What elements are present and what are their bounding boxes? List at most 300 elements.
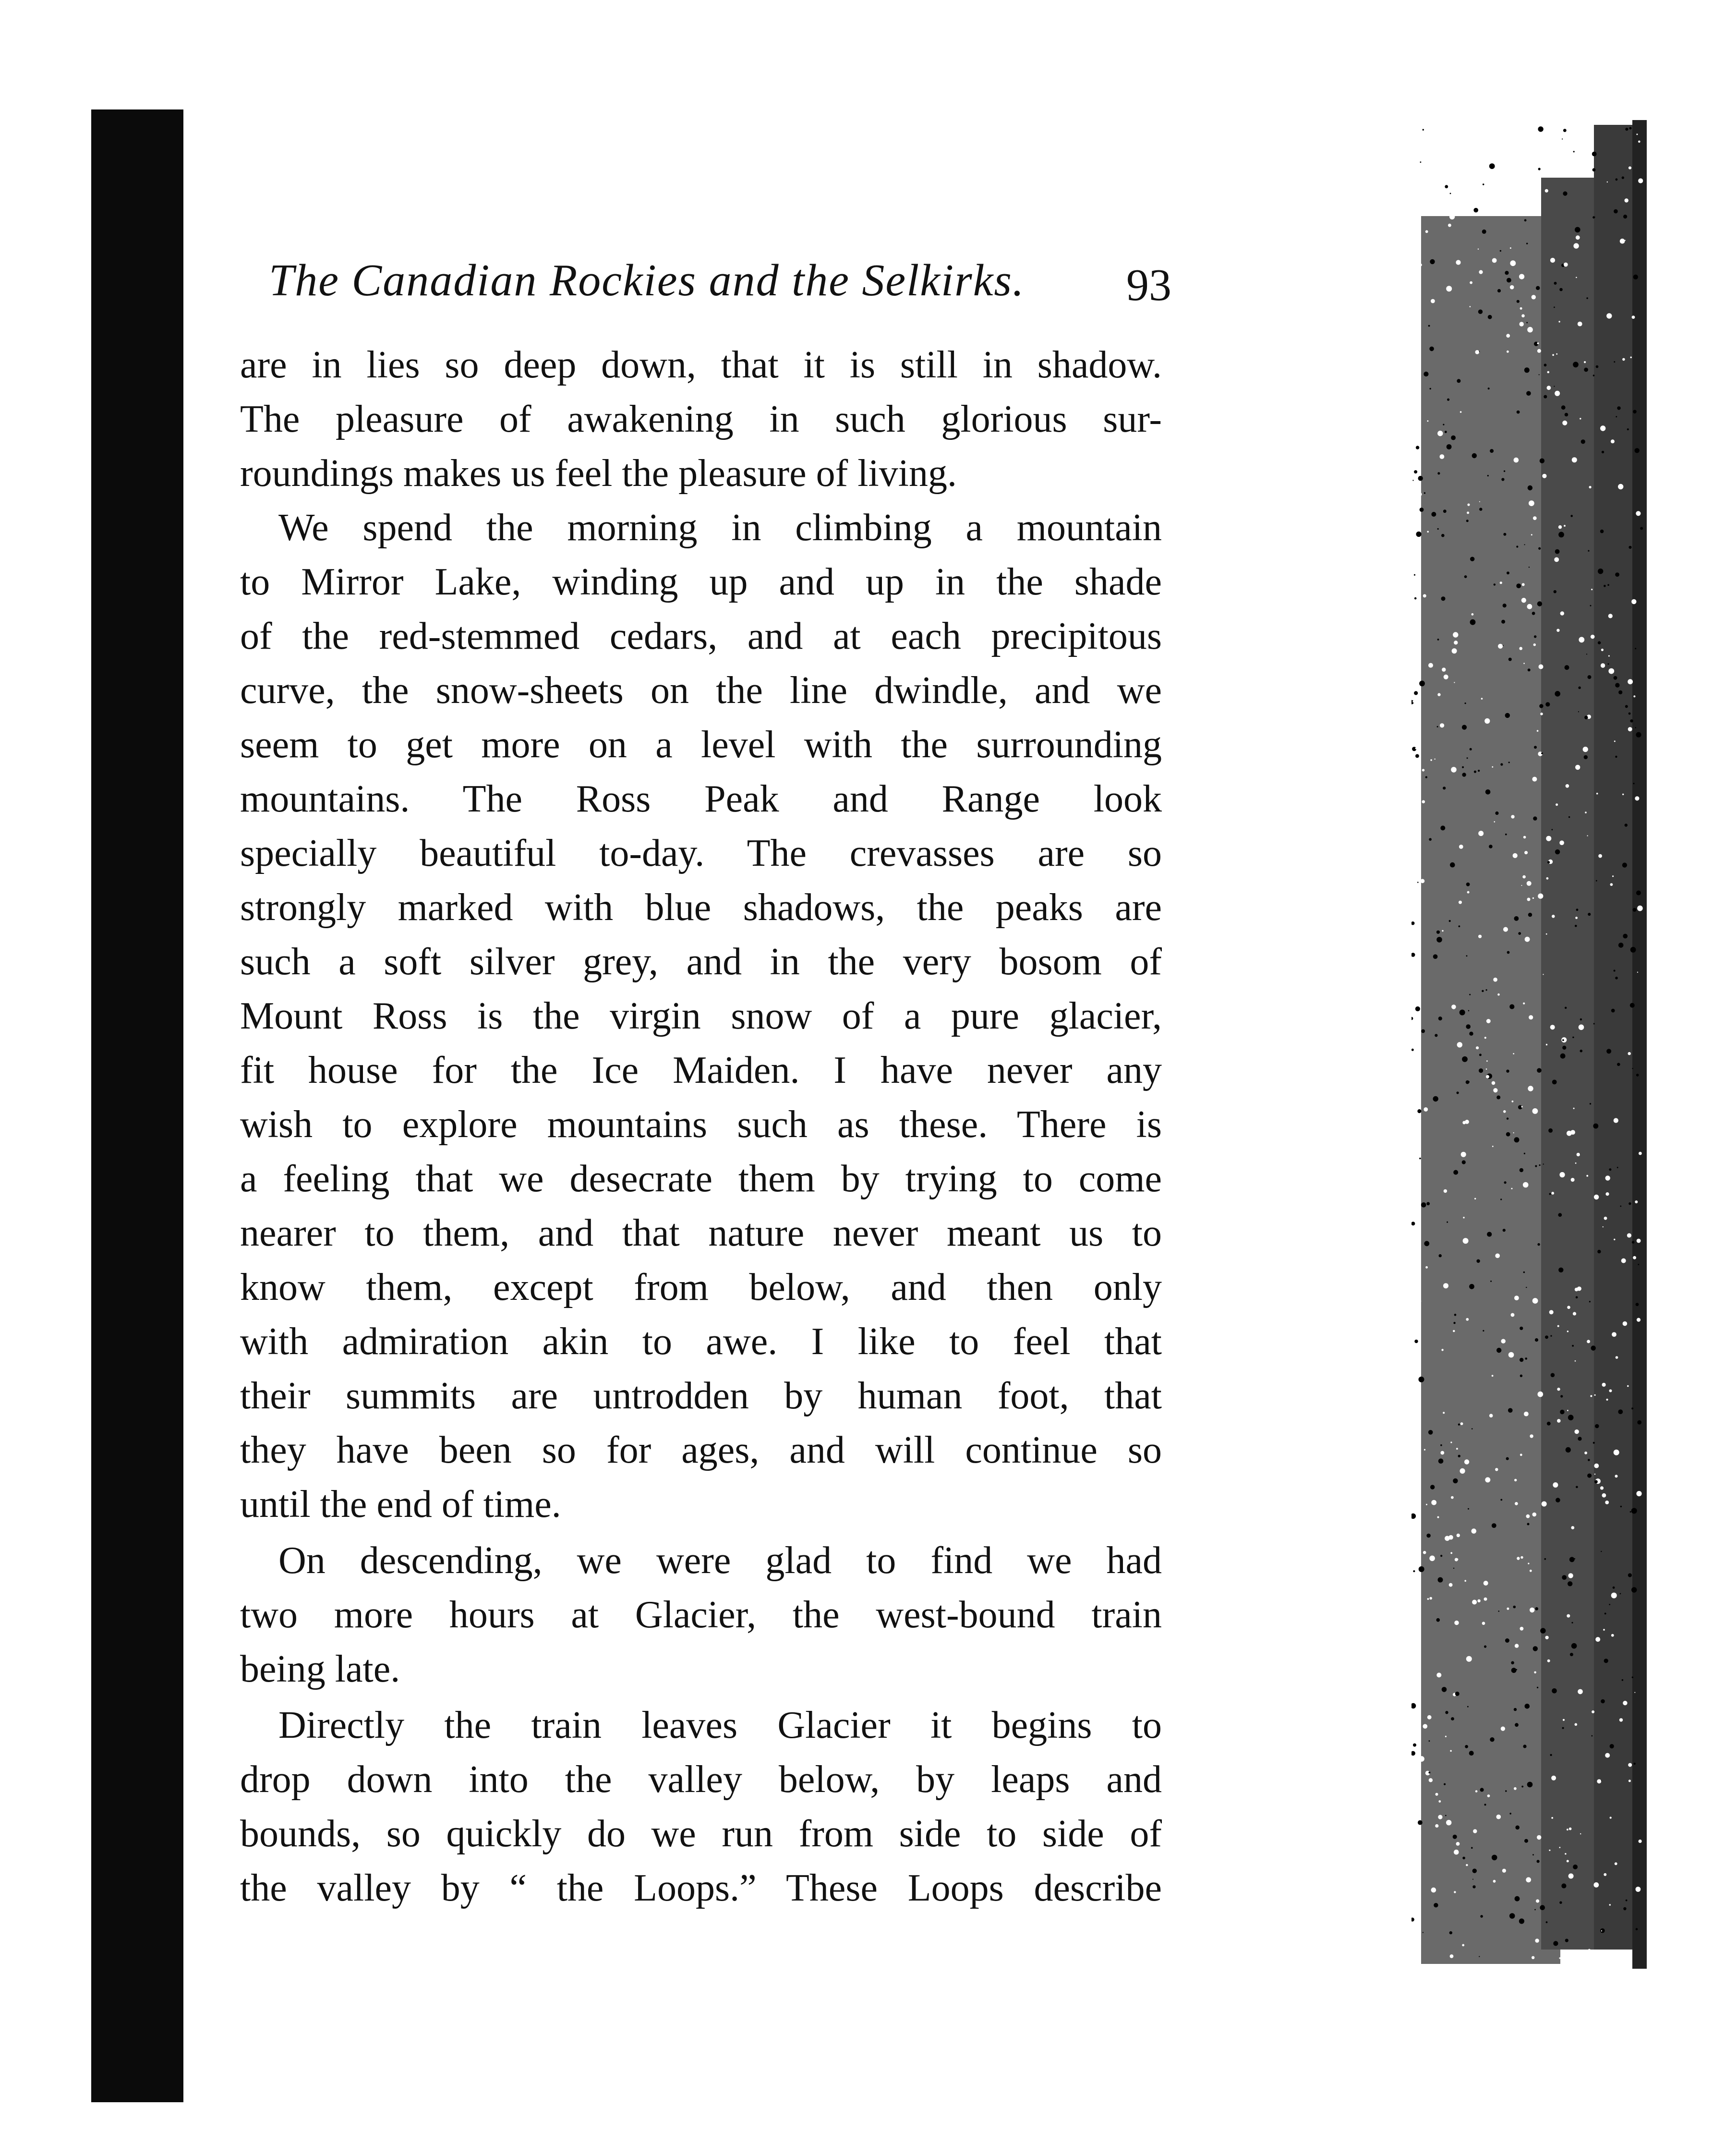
edge-speckle	[1545, 702, 1550, 706]
edge-speckle	[1428, 325, 1430, 327]
edge-speckle	[1503, 927, 1508, 932]
edge-speckle	[1602, 1383, 1606, 1387]
edge-speckle	[1631, 1587, 1637, 1592]
edge-speckle	[1588, 913, 1591, 916]
edge-speckle	[1604, 1659, 1608, 1663]
edge-speckle	[1470, 748, 1472, 751]
edge-speckle	[1592, 1735, 1593, 1737]
edge-speckle	[1463, 1238, 1469, 1244]
edge-speckle	[1454, 682, 1455, 683]
edge-speckle	[1601, 1930, 1602, 1931]
edge-speckle	[1413, 193, 1418, 198]
edge-speckle	[1557, 1325, 1559, 1327]
edge-speckle	[1466, 1656, 1472, 1662]
edge-speckle	[1556, 629, 1559, 632]
edge-speckle	[1551, 1192, 1554, 1195]
edge-speckle	[1509, 1913, 1515, 1919]
edge-speckle	[1528, 1563, 1529, 1564]
edge-speckle	[1524, 367, 1530, 373]
edge-speckle	[1633, 695, 1635, 697]
edge-speckle	[1483, 1330, 1484, 1332]
edge-speckle	[1597, 1779, 1601, 1783]
text-line: The pleasure of awakening in such glorious sur-	[240, 398, 1162, 440]
edge-speckle	[1606, 1049, 1611, 1054]
edge-speckle	[1588, 1459, 1590, 1461]
edge-speckle	[1591, 1345, 1596, 1350]
edge-speckle	[1415, 748, 1417, 749]
edge-speckle	[1498, 644, 1503, 649]
edge-speckle	[1465, 703, 1466, 704]
edge-speckle	[1507, 1608, 1509, 1610]
edge-speckle	[1487, 1232, 1492, 1236]
edge-speckle	[1537, 1860, 1540, 1863]
edge-speckle	[1524, 851, 1528, 854]
edge-speckle	[1460, 411, 1462, 413]
edge-speckle	[1606, 1399, 1608, 1401]
edge-speckle	[1440, 723, 1444, 727]
edge-speckle	[1467, 1706, 1469, 1708]
edge-speckle	[1460, 1422, 1463, 1425]
edge-speckle	[1592, 152, 1597, 157]
edge-speckle	[1509, 1004, 1514, 1009]
edge-speckle	[1492, 1146, 1494, 1147]
edge-speckle	[1579, 637, 1584, 642]
edge-speckle	[1602, 451, 1604, 453]
body-text	[240, 346, 1162, 1930]
edge-speckle	[1636, 1928, 1638, 1930]
edge-speckle	[1573, 1108, 1575, 1109]
edge-speckle	[1469, 1751, 1474, 1756]
edge-speckle	[1559, 840, 1564, 845]
edge-speckle	[1628, 1202, 1631, 1205]
edge-speckle	[1472, 1600, 1477, 1605]
edge-speckle	[1424, 1449, 1425, 1451]
edge-speckle	[1591, 635, 1595, 639]
edge-speckle	[1635, 448, 1640, 453]
edge-speckle	[1553, 1941, 1558, 1946]
edge-speckle	[1572, 1345, 1574, 1347]
edge-speckle	[1620, 1506, 1622, 1507]
edge-speckle	[1472, 1428, 1473, 1429]
text-line: their summits are untrodden by human foot, that	[240, 1375, 1162, 1417]
edge-speckle	[1615, 1862, 1617, 1865]
edge-speckle	[1515, 1723, 1519, 1727]
text-line: drop down into the valley below, by leaps and	[240, 1758, 1162, 1801]
edge-speckle	[1553, 1482, 1558, 1488]
edge-speckle	[1618, 484, 1623, 489]
edge-speckle	[1552, 829, 1553, 830]
edge-speckle	[1559, 1902, 1562, 1904]
edge-speckle	[1462, 1944, 1464, 1947]
edge-speckle	[1493, 978, 1497, 982]
edge-speckle	[1482, 1622, 1485, 1625]
edge-speckle	[1440, 146, 1445, 150]
edge-speckle	[1569, 1828, 1572, 1830]
edge-speckle	[1611, 1009, 1615, 1013]
edge-speckle	[1528, 668, 1531, 671]
edge-speckle	[1429, 1597, 1432, 1600]
edge-speckle	[1556, 353, 1557, 355]
edge-speckle	[1504, 1181, 1507, 1184]
edge-speckle	[1524, 1153, 1525, 1154]
edge-speckle	[1540, 1905, 1545, 1910]
edge-speckle	[1578, 711, 1579, 712]
edge-speckle	[1514, 458, 1519, 463]
edge-speckle	[1608, 663, 1609, 665]
edge-speckle	[1511, 1313, 1515, 1317]
edge-speckle	[1488, 388, 1490, 389]
edge-speckle	[1550, 1025, 1555, 1030]
edge-speckle	[1419, 1566, 1424, 1572]
edge-speckle	[1425, 230, 1428, 233]
edge-speckle	[1417, 1109, 1421, 1113]
edge-speckle	[1478, 770, 1480, 772]
edge-speckle	[1625, 128, 1628, 131]
edge-speckle	[1501, 620, 1505, 624]
edge-speckle	[1630, 719, 1633, 722]
edge-speckle	[1544, 395, 1547, 399]
edge-speckle	[1634, 1692, 1635, 1693]
edge-speckle	[1492, 258, 1497, 263]
edge-speckle	[1462, 1160, 1466, 1164]
edge-speckle	[1440, 825, 1445, 830]
edge-speckle	[1495, 180, 1497, 182]
edge-speckle	[1549, 126, 1551, 128]
edge-speckle	[1416, 1797, 1421, 1802]
text-line: of the red-stemmed cedars, and at each precipitous	[240, 615, 1162, 657]
edge-speckle	[1478, 310, 1483, 314]
edge-speckle	[1479, 508, 1482, 510]
edge-speckle	[1531, 534, 1532, 535]
edge-speckle	[1438, 1815, 1442, 1819]
edge-speckle	[1628, 1052, 1631, 1055]
edge-speckle	[1625, 824, 1628, 826]
edge-speckle	[1423, 594, 1426, 597]
edge-speckle	[1440, 1444, 1442, 1446]
edge-speckle	[1470, 306, 1471, 307]
edge-speckle	[1452, 129, 1453, 130]
edge-speckle	[1501, 478, 1504, 481]
edge-speckle	[1591, 589, 1592, 590]
edge-speckle	[1427, 1598, 1429, 1600]
edge-speckle	[1445, 1815, 1447, 1817]
edge-speckle	[1514, 1708, 1517, 1711]
edge-speckle	[1564, 525, 1566, 527]
edge-speckle	[1600, 530, 1604, 533]
edge-speckle	[1535, 1938, 1539, 1942]
edge-speckle	[1552, 354, 1554, 356]
edge-speckle	[1453, 1330, 1455, 1332]
edge-speckle	[1628, 713, 1631, 715]
edge-speckle	[1562, 1039, 1564, 1041]
edge-speckle	[1628, 546, 1631, 549]
edge-speckle	[1486, 1060, 1488, 1062]
edge-speckle	[1479, 1054, 1482, 1056]
edge-speckle	[1441, 1349, 1443, 1351]
edge-speckle	[1601, 1551, 1602, 1552]
edge-speckle	[1575, 227, 1580, 233]
edge-speckle	[1523, 1182, 1529, 1188]
edge-speckle	[1494, 821, 1496, 823]
edge-speckle	[1522, 875, 1526, 879]
edge-speckle	[1437, 726, 1438, 727]
edge-speckle	[1623, 1701, 1627, 1705]
edge-speckle	[1505, 1790, 1507, 1792]
edge-speckle	[1627, 428, 1629, 430]
edge-speckle	[1466, 955, 1468, 957]
edge-speckle	[1511, 1188, 1513, 1189]
edge-speckle	[1618, 1409, 1623, 1414]
edge-speckle	[1492, 1375, 1494, 1377]
edge-speckle	[1600, 1928, 1605, 1933]
edge-speckle	[1465, 1745, 1468, 1748]
edge-speckle	[1440, 1451, 1444, 1455]
edge-speckle	[1478, 249, 1479, 250]
edge-speckle	[1576, 277, 1577, 279]
edge-speckle	[1497, 993, 1500, 996]
edge-speckle	[1450, 1954, 1454, 1958]
edge-speckle	[1590, 605, 1592, 606]
edge-speckle	[1458, 1455, 1460, 1457]
edge-speckle	[1421, 879, 1425, 883]
edge-speckle	[1530, 1434, 1533, 1438]
edge-speckle	[1623, 934, 1628, 939]
edge-speckle	[1490, 449, 1494, 453]
edge-speckle	[1617, 406, 1620, 410]
edge-speckle	[1567, 1614, 1570, 1618]
edge-speckle	[1473, 1829, 1477, 1833]
edge-speckle	[1578, 322, 1582, 327]
edge-speckle	[1438, 1017, 1442, 1020]
edge-speckle	[1603, 1629, 1605, 1631]
edge-speckle	[1523, 1744, 1526, 1748]
edge-speckle	[1592, 1710, 1594, 1713]
edge-speckle	[1597, 1250, 1601, 1253]
edge-speckle	[1505, 834, 1507, 836]
edge-speckle	[1498, 1611, 1500, 1612]
edge-speckle	[1478, 935, 1482, 938]
edge-speckle	[1554, 557, 1559, 562]
edge-speckle	[1636, 133, 1638, 135]
edge-speckle	[1547, 371, 1550, 374]
edge-speckle	[1547, 1422, 1551, 1426]
edge-speckle	[1466, 1024, 1471, 1029]
edge-speckle	[1639, 1840, 1642, 1843]
edge-speckle	[1584, 361, 1586, 363]
edge-speckle	[1580, 1050, 1583, 1053]
edge-speckle	[1446, 152, 1450, 157]
edge-speckle	[1567, 1131, 1572, 1136]
edge-speckle	[1484, 1646, 1486, 1648]
edge-speckle	[1439, 1254, 1442, 1257]
edge-speckle	[1513, 853, 1518, 858]
edge-speckle	[1629, 127, 1631, 129]
edge-speckle	[1587, 835, 1588, 836]
edge-speckle	[1614, 740, 1616, 742]
page-header	[269, 254, 1171, 322]
edge-speckle	[1488, 315, 1492, 319]
text-line: such a soft silver grey, and in the very bosom of	[240, 941, 1162, 983]
edge-speckle	[1529, 1015, 1533, 1019]
edge-speckle	[1533, 643, 1536, 646]
edge-speckle	[1587, 1474, 1592, 1478]
edge-speckle	[1467, 1081, 1470, 1083]
edge-speckle	[1493, 1088, 1497, 1092]
edge-speckle	[1636, 1303, 1639, 1306]
edge-speckle	[1580, 1833, 1581, 1834]
edge-speckle	[1552, 915, 1555, 918]
edge-speckle	[1416, 1648, 1418, 1651]
text-line: with admiration akin to awe. I like to feel that	[240, 1320, 1162, 1363]
edge-speckle	[1615, 977, 1618, 980]
edge-speckle	[1421, 1030, 1425, 1033]
edge-speckle	[1487, 175, 1488, 176]
edge-speckle	[1511, 815, 1514, 818]
edge-speckle	[1535, 1607, 1538, 1611]
edge-speckle	[1588, 675, 1592, 679]
edge-speckle	[1462, 725, 1467, 730]
edge-speckle	[1433, 1096, 1438, 1102]
edge-speckle	[1424, 492, 1425, 494]
edge-speckle	[1564, 263, 1568, 267]
edge-speckle	[1500, 581, 1502, 584]
edge-speckle	[1457, 1091, 1459, 1094]
edge-speckle	[1533, 816, 1537, 820]
edge-speckle	[1548, 1128, 1553, 1133]
edge-speckle	[1537, 1243, 1540, 1246]
edge-speckle	[1414, 691, 1418, 695]
edge-speckle	[1607, 584, 1609, 586]
edge-speckle	[1475, 350, 1480, 354]
edge-speckle	[1506, 334, 1510, 338]
edge-speckle	[1506, 1457, 1509, 1460]
edge-speckle	[1636, 1887, 1641, 1892]
edge-speckle	[1519, 274, 1524, 279]
edge-speckle	[1491, 157, 1493, 160]
edge-speckle	[1479, 501, 1480, 502]
edge-speckle	[1472, 1528, 1477, 1534]
edge-speckle	[1565, 1939, 1568, 1942]
edge-speckle	[1523, 663, 1525, 664]
edge-speckle	[1434, 1903, 1438, 1907]
edge-speckle	[1514, 1787, 1517, 1790]
edge-speckle	[1569, 1557, 1575, 1562]
edge-speckle	[1636, 732, 1641, 738]
edge-speckle	[1609, 1168, 1611, 1171]
edge-speckle	[1450, 1750, 1452, 1752]
edge-speckle	[1619, 1718, 1623, 1721]
edge-speckle	[1467, 504, 1470, 506]
edge-speckle	[1478, 831, 1484, 836]
edge-speckle	[1605, 1501, 1609, 1504]
edge-speckle	[1489, 163, 1495, 169]
edge-speckle	[1486, 1075, 1489, 1078]
edge-speckle	[1443, 1283, 1448, 1288]
edge-speckle	[1584, 755, 1588, 759]
edge-speckle	[1539, 665, 1544, 669]
edge-speckle	[1418, 1474, 1420, 1476]
edge-speckle	[1503, 533, 1506, 536]
edge-speckle	[1415, 431, 1418, 434]
edge-speckle	[1598, 569, 1603, 574]
edge-speckle	[1552, 1688, 1557, 1694]
edge-speckle	[1540, 1628, 1545, 1633]
edge-speckle	[1576, 1486, 1578, 1489]
edge-speckle	[1466, 883, 1470, 886]
edge-speckle	[1544, 1558, 1546, 1560]
edge-speckle	[1537, 1068, 1542, 1073]
edge-speckle	[1492, 1081, 1496, 1085]
edge-speckle	[1417, 882, 1419, 883]
edge-speckle	[1442, 1687, 1447, 1692]
edge-speckle	[1524, 544, 1525, 545]
edge-speckle	[1429, 347, 1434, 351]
edge-speckle	[1427, 1715, 1432, 1720]
edge-speckle	[1547, 861, 1550, 863]
edge-speckle	[1539, 1164, 1541, 1166]
edge-speckle	[1598, 854, 1602, 858]
edge-speckle	[1628, 727, 1632, 731]
edge-speckle	[1496, 1348, 1501, 1353]
edge-speckle	[1418, 1672, 1420, 1674]
edge-speckle	[1451, 436, 1456, 440]
edge-speckle	[1472, 1885, 1475, 1888]
edge-speckle	[1418, 199, 1423, 204]
edge-speckle	[1501, 1339, 1506, 1343]
edge-speckle	[1457, 379, 1460, 383]
edge-speckle	[1520, 141, 1523, 144]
text-line: mountains. The Ross Peak and Range look	[240, 778, 1162, 820]
edge-speckle	[1412, 1151, 1415, 1154]
edge-speckle	[1430, 759, 1432, 761]
edge-speckle	[1485, 1477, 1490, 1482]
edge-speckle	[1503, 1110, 1506, 1113]
edge-speckle	[1625, 198, 1628, 202]
edge-speckle	[1486, 989, 1487, 991]
edge-speckle	[1586, 170, 1589, 173]
edge-speckle	[1426, 1504, 1427, 1505]
edge-speckle	[1620, 1206, 1621, 1207]
edge-speckle	[1466, 1864, 1468, 1866]
edge-speckle	[1527, 1782, 1533, 1788]
edge-speckle	[1565, 665, 1569, 670]
edge-speckle	[1507, 278, 1511, 283]
edge-speckle	[1611, 1593, 1617, 1599]
edge-speckle	[1595, 1424, 1599, 1429]
edge-speckle	[1469, 1284, 1474, 1289]
edge-speckle	[1476, 1046, 1479, 1049]
edge-speckle	[1462, 766, 1464, 768]
edge-speckle	[1484, 1804, 1486, 1805]
edge-speckle	[1454, 1314, 1457, 1316]
edge-speckle	[1492, 1855, 1497, 1861]
edge-speckle	[1622, 863, 1627, 868]
edge-speckle	[1559, 1172, 1565, 1177]
edge-speckle	[1431, 1888, 1436, 1893]
edge-speckle	[1614, 970, 1616, 972]
edge-speckle	[1527, 1523, 1530, 1526]
edge-speckle	[1545, 1335, 1548, 1339]
edge-speckle	[1615, 683, 1619, 687]
edge-speckle	[1530, 1570, 1532, 1572]
edge-speckle	[1593, 1124, 1598, 1129]
edge-speckle	[1411, 953, 1415, 957]
edge-speckle	[1473, 208, 1478, 213]
edge-speckle	[1627, 1385, 1629, 1387]
edge-speckle	[1588, 1949, 1591, 1951]
edge-speckle	[1600, 425, 1605, 431]
edge-speckle	[1418, 493, 1422, 496]
